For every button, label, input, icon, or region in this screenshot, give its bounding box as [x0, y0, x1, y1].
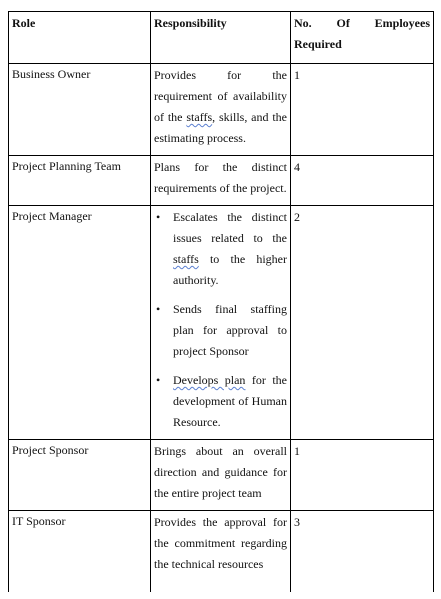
responsibility-cell: Provides the approval for the commitment regarding the technical resources — [151, 511, 291, 593]
table-row — [9, 511, 434, 593]
header-row — [9, 12, 434, 64]
responsibility-text: , skills, and the estimating process. — [154, 110, 288, 145]
responsibility-cell — [151, 64, 291, 156]
bullet-list — [154, 207, 287, 433]
table-row — [9, 156, 434, 206]
employees-cell: 3 — [291, 511, 434, 593]
role-cell: Business Owner — [9, 64, 151, 156]
spellcheck-word: Develops plan — [173, 373, 246, 387]
role-cell: IT Sponsor — [9, 511, 151, 593]
table-row — [9, 440, 434, 511]
role-cell: Project Planning Team — [9, 156, 151, 206]
table-row — [9, 64, 434, 156]
employees-cell: 4 — [291, 156, 434, 206]
responsibility-cell: Plans for the distinct requirements of the project. — [151, 156, 291, 206]
employees-cell: 1 — [291, 64, 434, 156]
header-employees: No. Of Employees Required — [291, 12, 434, 64]
role-cell: Project Sponsor — [9, 440, 151, 511]
responsibility-text: Provides for the requirement of availability of the — [154, 68, 287, 124]
responsibility-cell — [151, 206, 291, 440]
spellcheck-word: staffs — [173, 252, 199, 266]
list-item: • Develops plan for the development of Human Resource. — [154, 370, 287, 433]
table-row — [9, 206, 434, 440]
header-responsibility: Responsibility — [151, 12, 291, 64]
role-cell: Project Manager — [9, 206, 151, 440]
responsibility-cell: Brings about an overall direction and guidance for the entire project team — [151, 440, 291, 511]
list-item: • Sends final staffing plan for approval to project Sponsor — [154, 299, 287, 362]
spellcheck-word: staffs — [186, 110, 213, 124]
header-role: Role — [9, 12, 151, 64]
employees-cell: 2 — [291, 206, 434, 440]
employees-cell: 1 — [291, 440, 434, 511]
staffing-table — [8, 11, 434, 592]
list-item: • Escalates the distinct issues related to the staffs to the higher authority. — [154, 207, 287, 291]
